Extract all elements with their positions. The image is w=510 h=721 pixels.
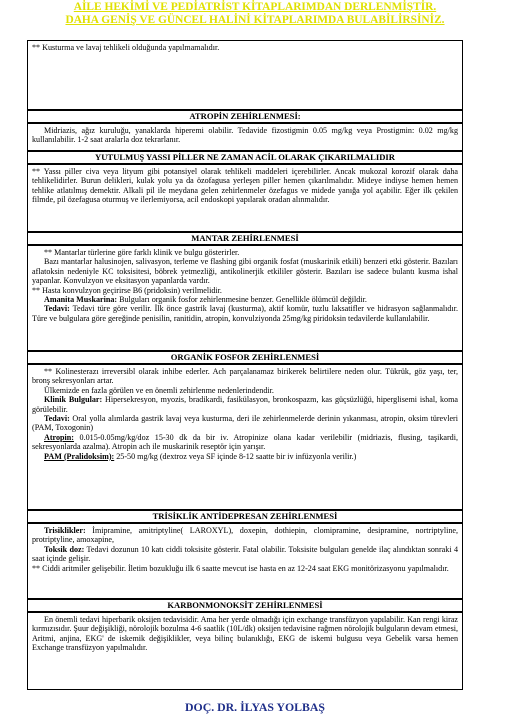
klinik-label: Klinik Bulgular:	[44, 395, 103, 405]
author-signature: DOÇ. DR. İLYAS YOLBAŞ	[185, 700, 325, 714]
piller-box	[27, 164, 463, 232]
fosfor-atropin	[32, 433, 458, 452]
mantar-p1: ** Mantarlar türlerine göre farklı klinik ve bulgu gösterirler.	[44, 248, 240, 257]
pam-label: PAM (Pralidoksim):	[44, 451, 115, 461]
banner-line-1: AİLE HEKİMİ VE PEDİATRİST KİTAPLARIMDAN DERLENMİŞTİR.	[73, 1, 437, 13]
fosfor-klinik	[32, 395, 458, 414]
mantar-tedavi-label: Tedavi:	[44, 304, 70, 314]
fosfor-tedavi-text: Oral yolla alımlarda gastrik lavaj veya kusturma, deri ile zehirlenmelerde derinin yıkanması, atropin, oksim türevleri (PAM, Toxogonin)	[32, 414, 458, 433]
fosfor-title: ORGANİK FOSFOR ZEHİRLENMESİ	[27, 351, 463, 364]
fosfor-tedavi	[32, 414, 458, 433]
top-note-box	[27, 40, 463, 110]
fosfor-p1: ** Kolinesterazı irreversibl olarak inhibe ederler. Ach parçalanamaz birikerek belirtilere neden olur. Tükrük, göz yaşı, ter, bronş sekresyonları artar.	[32, 367, 458, 386]
fosfor-pam	[32, 452, 458, 461]
karbon-text: En önemli tedavi hiperbarik oksijen tedavisidir. Ama her yerde olmadığı için exchange transfüzyon yapılabilir. Kan rengi kiraz kırmızısıdır. Şuur değişikliği, nörolojik bozulma 4-6 saatlik (10L/dk) oksijen tedavisine rağmen nörolojik bulguların devam etmesi, Aritmi, anjina, EKG' de iskemik değişiklikler, veya bilinç bulanıklığı, EKG de iskemi bulgusu veya Gebelik varsa hemen Exchange transfüzyon yapılmalıdır.	[32, 615, 458, 653]
toksik-doz-label: Toksik doz:	[44, 544, 85, 554]
mantar-tedavi	[32, 304, 458, 323]
mantar-tedavi-text: Tedavi türe göre verilir. İlk önce gastrik lavaj (kusturma), aktif komür, tuzlu laksatifler ve hidrasyon sağlanmalıdır. Türe ve bulgulara göre gereğinde penisilin, ranitidin, atropin, konvulziyonda 25mg/kg piridoksin tedavilerde kullanılabilir.	[32, 304, 458, 323]
amanita-label: Amanita Muskarina:	[44, 295, 118, 305]
toksik-doz-text: Tedavi dozunun 10 katı ciddi toksisite gösterir. Fatal olabilir. Toksisite bulguları genelde ilaç alındıktan sonraki 4 saat içinde gelişir.	[32, 544, 458, 564]
fosfor-tedavi-label: Tedavi:	[44, 414, 70, 424]
atropin-dose-text: 0.015-0.05mg/kg/doz 15-30 dk da bir iv. Atropinize olana kadar verilebilir (midriazis, flusing, taşikardi, sekresyonlarda azalma). Atropin ach ile muskarinik reseptör için yarışır.	[32, 432, 458, 452]
pam-text: 25-50 mg/kg (dextroz veya SF içinde 8-12 saatte bir iv infüzyonla verilir.)	[114, 451, 357, 461]
mantar-amanita	[32, 295, 458, 304]
mantar-p2: Bazı mantarlar halusinojen, salivasyon, terleme ve flashing gibi organik fosfat (muskarinik etkili) benzeri etki gösterir. Bazıları aflatoksin nedeniyle KC toksisitesi, böbrek yetmezliği, antikolinerjik etkililer gösterir. Bazıları ise sadece bulantı kusma ishal yapanlar. Konvulzyon ve eksitasyon yapanlarda vardır.	[32, 257, 458, 286]
atropin-label: Atropin:	[44, 432, 74, 442]
fosfor-p2: Ülkemizde en fazla görülen ve en önemli zehirlenme nedenlerindendir.	[44, 385, 274, 395]
trisiklik-box	[27, 523, 463, 599]
atropin-title: ATROPİN ZEHİRLENMESİ:	[27, 110, 463, 123]
trisiklik-title: TRİSİKLİK ANTİDEPRESAN ZEHİRLENMESİ	[27, 510, 463, 523]
mantar-p3: ** Hasta konvulzyon geçirirse B6 (pridoksin) verilmelidir.	[32, 285, 222, 295]
mantar-box	[27, 245, 463, 351]
atropin-box	[27, 123, 463, 151]
klinik-text: Hipersekresyon, myozis, bradikardi, fasikülasyon, bronkospazm, kas güçsüzlüğü, hiperglisemi ishal, koma görülebilir.	[32, 395, 458, 414]
mantar-title: MANTAR ZEHİRLENMESİ	[27, 232, 463, 245]
trisiklik-drugs: İmipramine, amitriptyline( LAROXYL), doxepin, dothiepin, clomipramine, desipramine, nortriptyline, protriptyline, amoxapine,	[32, 526, 458, 545]
top-note-text: ** Kusturma ve lavaj tehlikeli olduğunda yapılmamalıdır.	[32, 43, 220, 52]
fosfor-box	[27, 364, 463, 510]
trisiklik-p2	[32, 545, 458, 564]
piller-text: ** Yassı piller civa veya lityum gibi potansiyel olarak tehlikeli maddeleri içerebilirler. Ancak mukozal korozif olarak daha tehlikelidirler. Burun delikleri, kulak yolu ya da özofagusa yerleşen piller hemen çıkarılmalıdır. Mideye indiyse hemen hemen tehlike atlatılmış demektir. Alkali pil ile meydana gelen zehirlenmeler özefagus ve midede yanığa yol açabilir. Eğer ilk çekilen filmde, pil özefagusa oturmuş ve ilerlemiyorsa, acil endoskopi yapılarak oradan alınmalıdır.	[32, 167, 458, 205]
amanita-text: Bulguları organik fosfor zehirlenmesine benzer. Genellikle ölümcül değildir.	[117, 295, 367, 305]
header-banner	[0, 1, 510, 27]
trisiklik-p3: ** Ciddi aritmiler gelişebilir. İletim bozukluğu ilk 6 saatte mevcut ise hasta en az 12-24 saat EKG monitörizasyonu yapılmalıdır.	[32, 563, 449, 573]
trisiklik-label: Trisiklikler:	[44, 526, 86, 535]
piller-title: YUTULMUŞ YASSI PİLLER NE ZAMAN ACİL OLARAK ÇIKARILMALIDIR	[27, 151, 463, 164]
karbon-box	[27, 612, 463, 690]
atropin-text: Midriazis, ağız kuruluğu, yanaklarda hiperemi olabilir. Tedavide fizostigmin 0.05 mg/kg veya Prostigmin: 0.02 mg/kg kullanılabilir. 1-2 saat aralarla doz tekrarlanır.	[32, 126, 458, 145]
trisiklik-p1	[32, 526, 458, 545]
karbon-title: KARBONMONOKSİT ZEHİRLENMESİ	[27, 599, 463, 612]
banner-line-2: DAHA GENİŞ VE GÜNCEL HALİNİ KİTAPLARIMDA BULABİLİRSİNİZ.	[65, 14, 445, 26]
